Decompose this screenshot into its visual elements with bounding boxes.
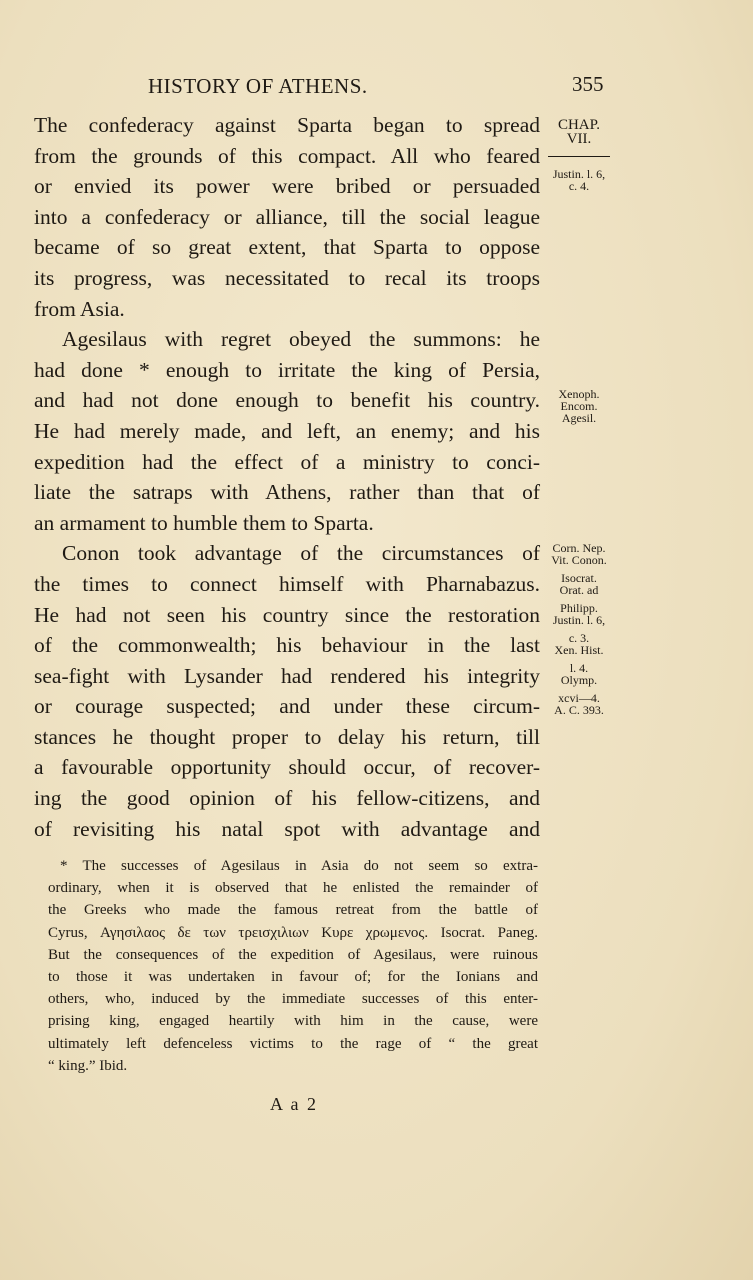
- text-line: or courage suspected; and under these circum-: [34, 694, 540, 719]
- chapter-marker: [538, 118, 620, 157]
- footnote-line: prising king, engaged heartily with him in the cause, were: [48, 1013, 538, 1030]
- text-line: sea-fight with Lysander had rendered his integrity: [34, 663, 540, 688]
- margin-note-line: Corn. Nep.: [552, 541, 606, 555]
- text-line: liate the satraps with Athens, rather than that of: [34, 480, 540, 505]
- margin-note-line: Orat. ad: [559, 583, 599, 597]
- text-line: of revisiting his natal spot with advantage and: [34, 816, 540, 841]
- text-line: He had not seen his country since the restoration: [34, 602, 540, 627]
- margin-note-line: Justin. l. 6,: [552, 167, 606, 181]
- margin-note-line: Xen. Hist.: [554, 643, 604, 657]
- margin-note-corn-nep: [538, 542, 620, 716]
- margin-note-line: Isocrat.: [561, 571, 597, 585]
- signature-mark: A a 2: [270, 1094, 318, 1114]
- text-line: and had not done enough to benefit his country.: [34, 388, 540, 413]
- margin-note-line: c. 4.: [568, 179, 590, 193]
- text-line: from Asia.: [34, 296, 125, 321]
- margin-note-line: Justin. l. 6,: [552, 613, 606, 627]
- text-line: had done * enough to irritate the king of Persia,: [34, 357, 540, 382]
- footnote-line: * The successes of Agesilaus in Asia do not seem so extra-: [60, 858, 538, 874]
- footnote-line: But the consequences of the expedition of Agesilaus, were ruinous: [48, 946, 538, 963]
- margin-note-xenoph: [538, 388, 620, 424]
- text-line: Conon took advantage of the circumstances of: [62, 541, 540, 566]
- text-line: stances he thought proper to delay his return, till: [34, 724, 540, 749]
- footnote-line: the Greeks who made the famous retreat from the battle of: [48, 902, 538, 919]
- text-line: into a confederacy or alliance, till the social league: [34, 204, 540, 229]
- text-line: He had merely made, and left, an enemy; and his: [34, 418, 540, 443]
- margin-note-line: Agesil.: [561, 411, 597, 425]
- margin-note-line: l. 4.: [569, 661, 589, 675]
- text-line: of the commonwealth; his behaviour in the last: [34, 633, 540, 658]
- text-line: expedition had the effect of a ministry to conci-: [34, 449, 540, 474]
- main-text: [34, 110, 540, 844]
- footnote-line: ultimately left defenceless victims to the rage of “ the great: [48, 1035, 538, 1052]
- text-line: the times to connect himself with Pharnabazus.: [34, 571, 540, 596]
- chapter-rule: [548, 156, 610, 157]
- margin-note-line: Encom.: [560, 399, 598, 413]
- page-number: 355: [572, 72, 604, 96]
- text-line: an armament to humble them to Sparta.: [34, 510, 374, 535]
- margin-note-line: Olymp.: [560, 673, 598, 687]
- running-title: HISTORY OF ATHENS.: [148, 74, 368, 98]
- chapter-label: CHAP.: [557, 117, 601, 133]
- margin-note-justin: [538, 168, 620, 192]
- text-line: from the grounds of this compact. All who feared: [34, 143, 540, 168]
- text-line: The confederacy against Sparta began to spread: [34, 113, 540, 137]
- margin-note-line: A. C. 393.: [554, 703, 604, 717]
- text-line: Agesilaus with regret obeyed the summons: he: [62, 327, 540, 352]
- footnote-line: to those it was undertaken in favour of; for the Ionians and: [48, 968, 538, 985]
- footnote-line: ordinary, when it is observed that he enlisted the remainder of: [48, 880, 538, 897]
- footnote-line: others, who, induced by the immediate successes of this enter-: [48, 991, 538, 1008]
- text-line: its progress, was necessitated to recal its troops: [34, 265, 540, 290]
- footnote-line: Cyrus, Αγησιλαος δε των τρεισχιλιων Κυρε χρωμενος. Isocrat. Paneg.: [48, 924, 538, 941]
- chapter-number: VII.: [566, 131, 592, 147]
- text-line: became of so great extent, that Sparta to oppose: [34, 235, 540, 260]
- footnote-line: “ king.” Ibid.: [48, 1057, 128, 1074]
- text-line: ing the good opinion of his fellow-citizens, and: [34, 786, 540, 811]
- footnote: [48, 855, 538, 1077]
- margin-note-line: c. 3.: [568, 631, 590, 645]
- text-line: a favourable opportunity should occur, of recover-: [34, 755, 540, 780]
- margin-note-line: xcvi—4.: [558, 691, 600, 705]
- margin-note-line: Vit. Conon.: [551, 553, 607, 567]
- margin-note-line: Xenoph.: [558, 387, 600, 401]
- margin-note-line: Philipp.: [560, 601, 598, 615]
- text-line: or envied its power were bribed or persuaded: [34, 174, 540, 199]
